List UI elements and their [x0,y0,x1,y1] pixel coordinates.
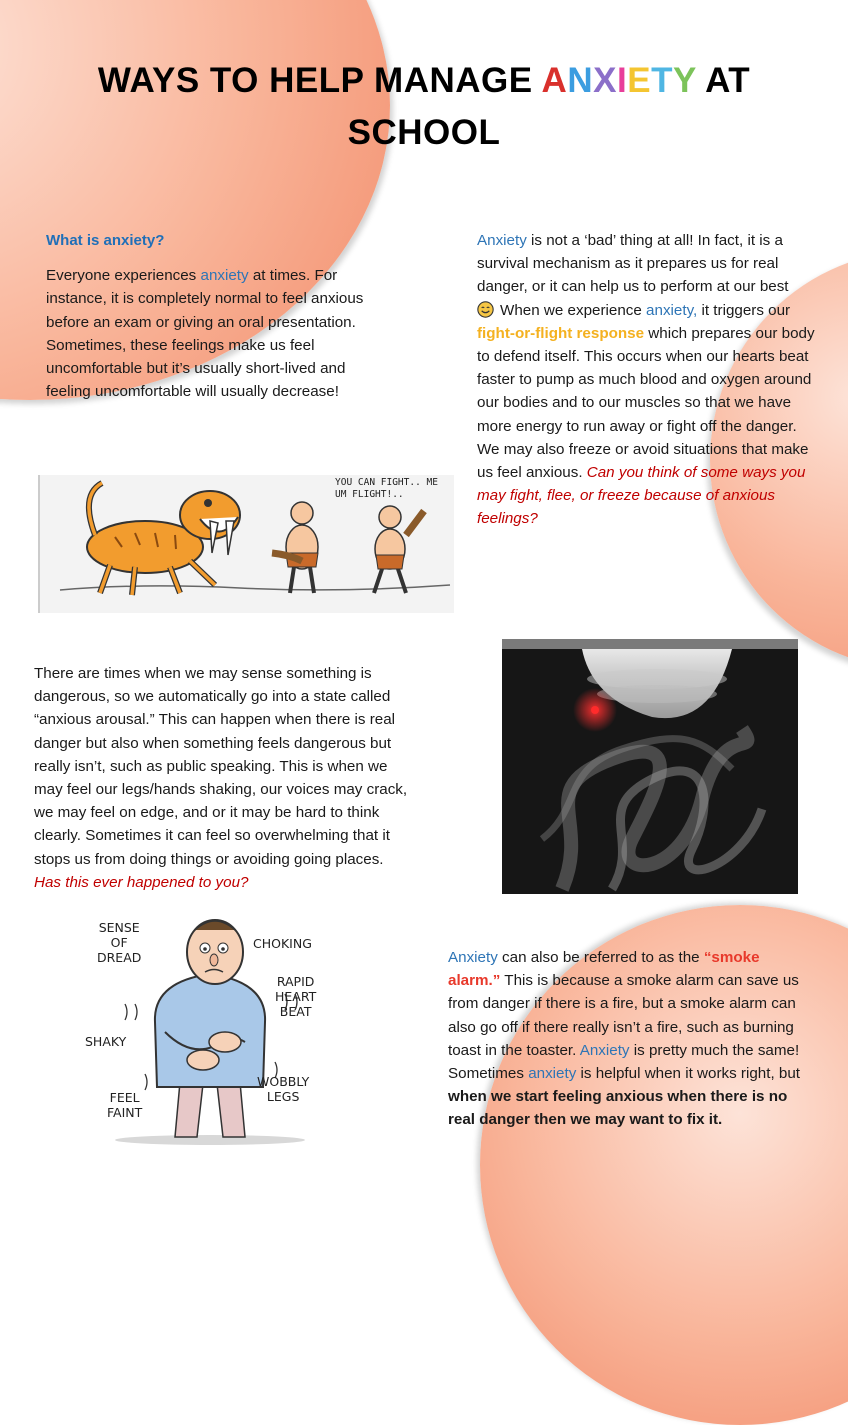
smoke-alarm-drawing [502,639,798,894]
anxiety-highlight: anxiety [200,267,249,285]
smoke-alarm-paragraph [448,946,816,1132]
label-wobbly-legs [257,1074,309,1104]
label-sense-of-dread [97,920,141,965]
fight-or-flight-paragraph [477,229,815,531]
reflection-question: Can you think of some ways you may fight, flee, or freeze because of anxious feelings? [477,464,806,528]
title-part-1: WAYS TO HELP MANAGE [97,61,542,100]
anxiety-symptoms-cartoon [85,912,335,1148]
title-anxiety-word [542,61,697,100]
anxious-arousal-paragraph [34,662,410,894]
heart-line-2: HEART [275,989,317,1004]
label-rapid-heart-beat [275,974,316,1019]
title-anxiety-letter: Y [672,61,697,100]
text-span: which prepares our body to defend itself. This occurs when our hearts beat faster to pump as much blood and oxygen around our bodies and to our muscles so that we have more energy to run away or fight off the danger. We may also freeze or avoid situations that make us feel anxious. [477,324,815,482]
title-anxiety-letter: I [616,61,628,100]
page-title [60,55,788,159]
smiley-icon [477,301,494,318]
dread-line-1: SENSE [98,920,140,935]
dread-line-2: OF [110,935,128,950]
text-span: it triggers our [697,301,791,319]
anxiety-highlight: Anxiety [477,232,527,249]
dread-line-3: DREAD [97,950,142,965]
caveman-cartoon-image [38,475,454,613]
legs-line-1: WOBBLY [257,1074,310,1089]
fight-or-flight-highlight: fight-or-flight response [477,324,645,342]
heart-line-1: RAPID [276,974,315,989]
label-shaky: SHAKY [85,1034,127,1049]
what-is-paragraph [46,264,376,403]
text-span: is pretty much the same! Sometimes [448,1041,800,1083]
caveman-speech-text: YOU CAN FIGHT.. ME UM FLIGHT!.. [335,477,438,500]
title-anxiety-letter: X [593,61,617,100]
section-heading: What is anxiety? [46,232,165,249]
title-anxiety-letter: A [541,61,568,100]
legs-line-2: LEGS [266,1089,300,1104]
title-part-2: AT SCHOOL [347,61,751,152]
reflection-question: Has this ever happened to you? [34,873,249,891]
text-span: is helpful when it works right, but [576,1065,801,1083]
label-choking: CHOKING [253,936,312,951]
label-feel-faint [107,1090,142,1120]
smoke-alarm-highlight: “smoke alarm.” [448,949,760,990]
heart-line-3: BEAT [279,1004,312,1019]
text-span: When we experience [500,301,647,319]
text-span: There are times when we may sense something is dangerous, so we automatically go into a state called “anxious arousal.” This can happen when there is real danger but also when something feels dangerous but really isn’t, such as public speaking. This is when we may feel our legs/hands shaking, our voices may crack, we may feel on edge, and or it may be hard to think clearly. Sometimes it can feel so overwhelming that it stops us from doing things or avoiding going places. [34,665,408,868]
faint-line-1: FEEL [109,1090,140,1105]
text-span: can also be referred to as the [497,949,704,966]
what-is-anxiety-section [46,229,376,403]
text-span: This is because a smoke alarm can save us from danger if there is a fire, but a smoke alarm can also go off if there really isn’t a fire, such as burning toast in the toaster. [448,972,799,1059]
smoke-alarm-photo [502,639,798,894]
anxiety-highlight: anxiety, [646,301,698,319]
title-anxiety-letter: E [627,61,652,100]
title-anxiety-letter: T [651,61,673,100]
text-span: at times. For instance, it is completely normal to feel anxious before an exam or giving an oral presentation. Sometimes, these feelings make us feel uncomfortable but it’s usually short-lived and feeling uncomfortable will usually decrease! [46,267,364,401]
anxiety-highlight: anxiety [528,1065,577,1083]
key-message: when we start feeling anxious when there is no real danger then we may want to fix it. [448,1088,788,1129]
text-span: is not a ‘bad’ thing at all! In fact, it is a survival mechanism as it prepares us for real danger, or it can help us to perform at our best [477,232,789,296]
anxiety-highlight: Anxiety [579,1041,630,1059]
anxiety-highlight: Anxiety [448,949,498,966]
faint-line-2: FAINT [107,1105,143,1120]
title-anxiety-letter: N [567,61,594,100]
text-span: Everyone experiences [46,267,201,285]
